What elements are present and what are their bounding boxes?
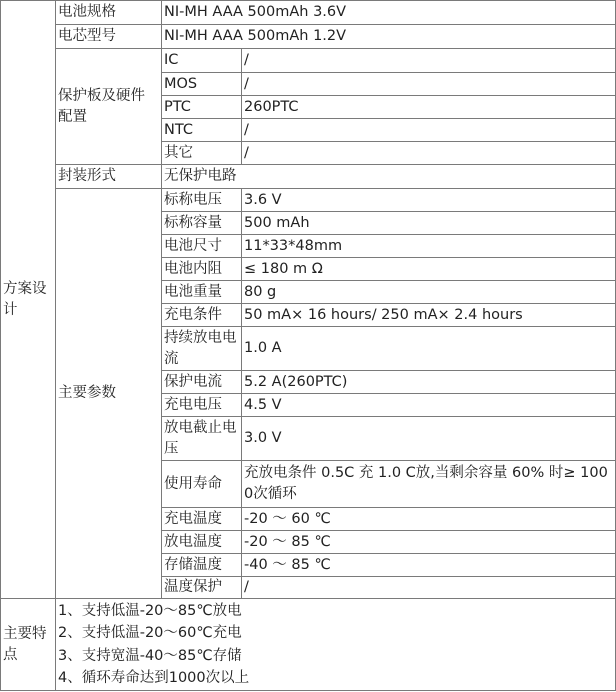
param-value: 11*33*48mm [242,235,616,258]
param-value: -40 ～ 85 ℃ [242,554,616,577]
param-name: 电池重量 [162,281,242,304]
battery-spec-value: NI-MH AAA 500mAh 3.6V [162,1,616,25]
param-name: 其它 [162,142,242,165]
param-name: 放电截止电压 [162,417,242,461]
section-design-cell: 方案设计 [1,1,56,599]
param-name: 标称容量 [162,212,242,235]
param-value: 3.6 V [242,189,616,212]
param-value: / [242,49,616,73]
package-value: 无保护电路 [162,165,616,189]
param-name: 温度保护 [162,577,242,599]
table-row [1,49,616,73]
param-value: 80 g [242,281,616,304]
param-name: 电池内阻 [162,258,242,281]
cell-model-value: NI-MH AAA 500mAh 1.2V [162,25,616,49]
param-value: 5.2 A(260PTC) [242,371,616,394]
param-value: -20 ～ 85 ℃ [242,531,616,554]
param-value: 1.0 A [242,327,616,371]
param-name: 标称电压 [162,189,242,212]
protection-label: 保护板及硬件配置 [56,49,162,165]
table-row [1,1,616,25]
param-value: / [242,142,616,165]
battery-spec-label: 电池规格 [56,1,162,25]
feature-item: 3、支持宽温-40～85℃存储 [58,647,242,664]
param-name: 电池尺寸 [162,235,242,258]
features-list [56,599,616,691]
param-name: IC [162,49,242,73]
param-name: 充电条件 [162,304,242,327]
table-row [1,165,616,189]
package-label: 封装形式 [56,165,162,189]
param-value: 充放电条件 0.5C 充 1.0 C放,当剩余容量 60% 时≥ 1000次循环 [242,461,616,508]
cell-model-label: 电芯型号 [56,25,162,49]
features-label: 主要特点 [1,599,56,691]
main-params-label: 主要参数 [56,189,162,599]
param-name: NTC [162,119,242,142]
param-value: / [242,577,616,599]
table-row [1,25,616,49]
param-value: ≤ 180 m Ω [242,258,616,281]
param-name: 持续放电电流 [162,327,242,371]
param-name: 放电温度 [162,531,242,554]
table-row [1,189,616,212]
param-value: / [242,119,616,142]
param-value: 4.5 V [242,394,616,417]
param-value: 260PTC [242,96,616,119]
param-name: 充电温度 [162,508,242,531]
table-row [1,599,616,691]
param-name: 充电电压 [162,394,242,417]
param-value: 3.0 V [242,417,616,461]
param-name: PTC [162,96,242,119]
param-value: 500 mAh [242,212,616,235]
param-name: 使用寿命 [162,461,242,508]
param-value: -20 ～ 60 ℃ [242,508,616,531]
feature-item: 2、支持低温-20～60℃充电 [58,625,242,641]
param-name: MOS [162,73,242,96]
param-name: 存储温度 [162,554,242,577]
feature-item: 1、支持低温-20～85℃放电 [58,602,242,619]
feature-item: 4、循环寿命达到1000次以上 [58,670,250,686]
param-value: 50 mA× 16 hours/ 250 mA× 2.4 hours [242,304,616,327]
param-name: 保护电流 [162,371,242,394]
param-value: / [242,73,616,96]
